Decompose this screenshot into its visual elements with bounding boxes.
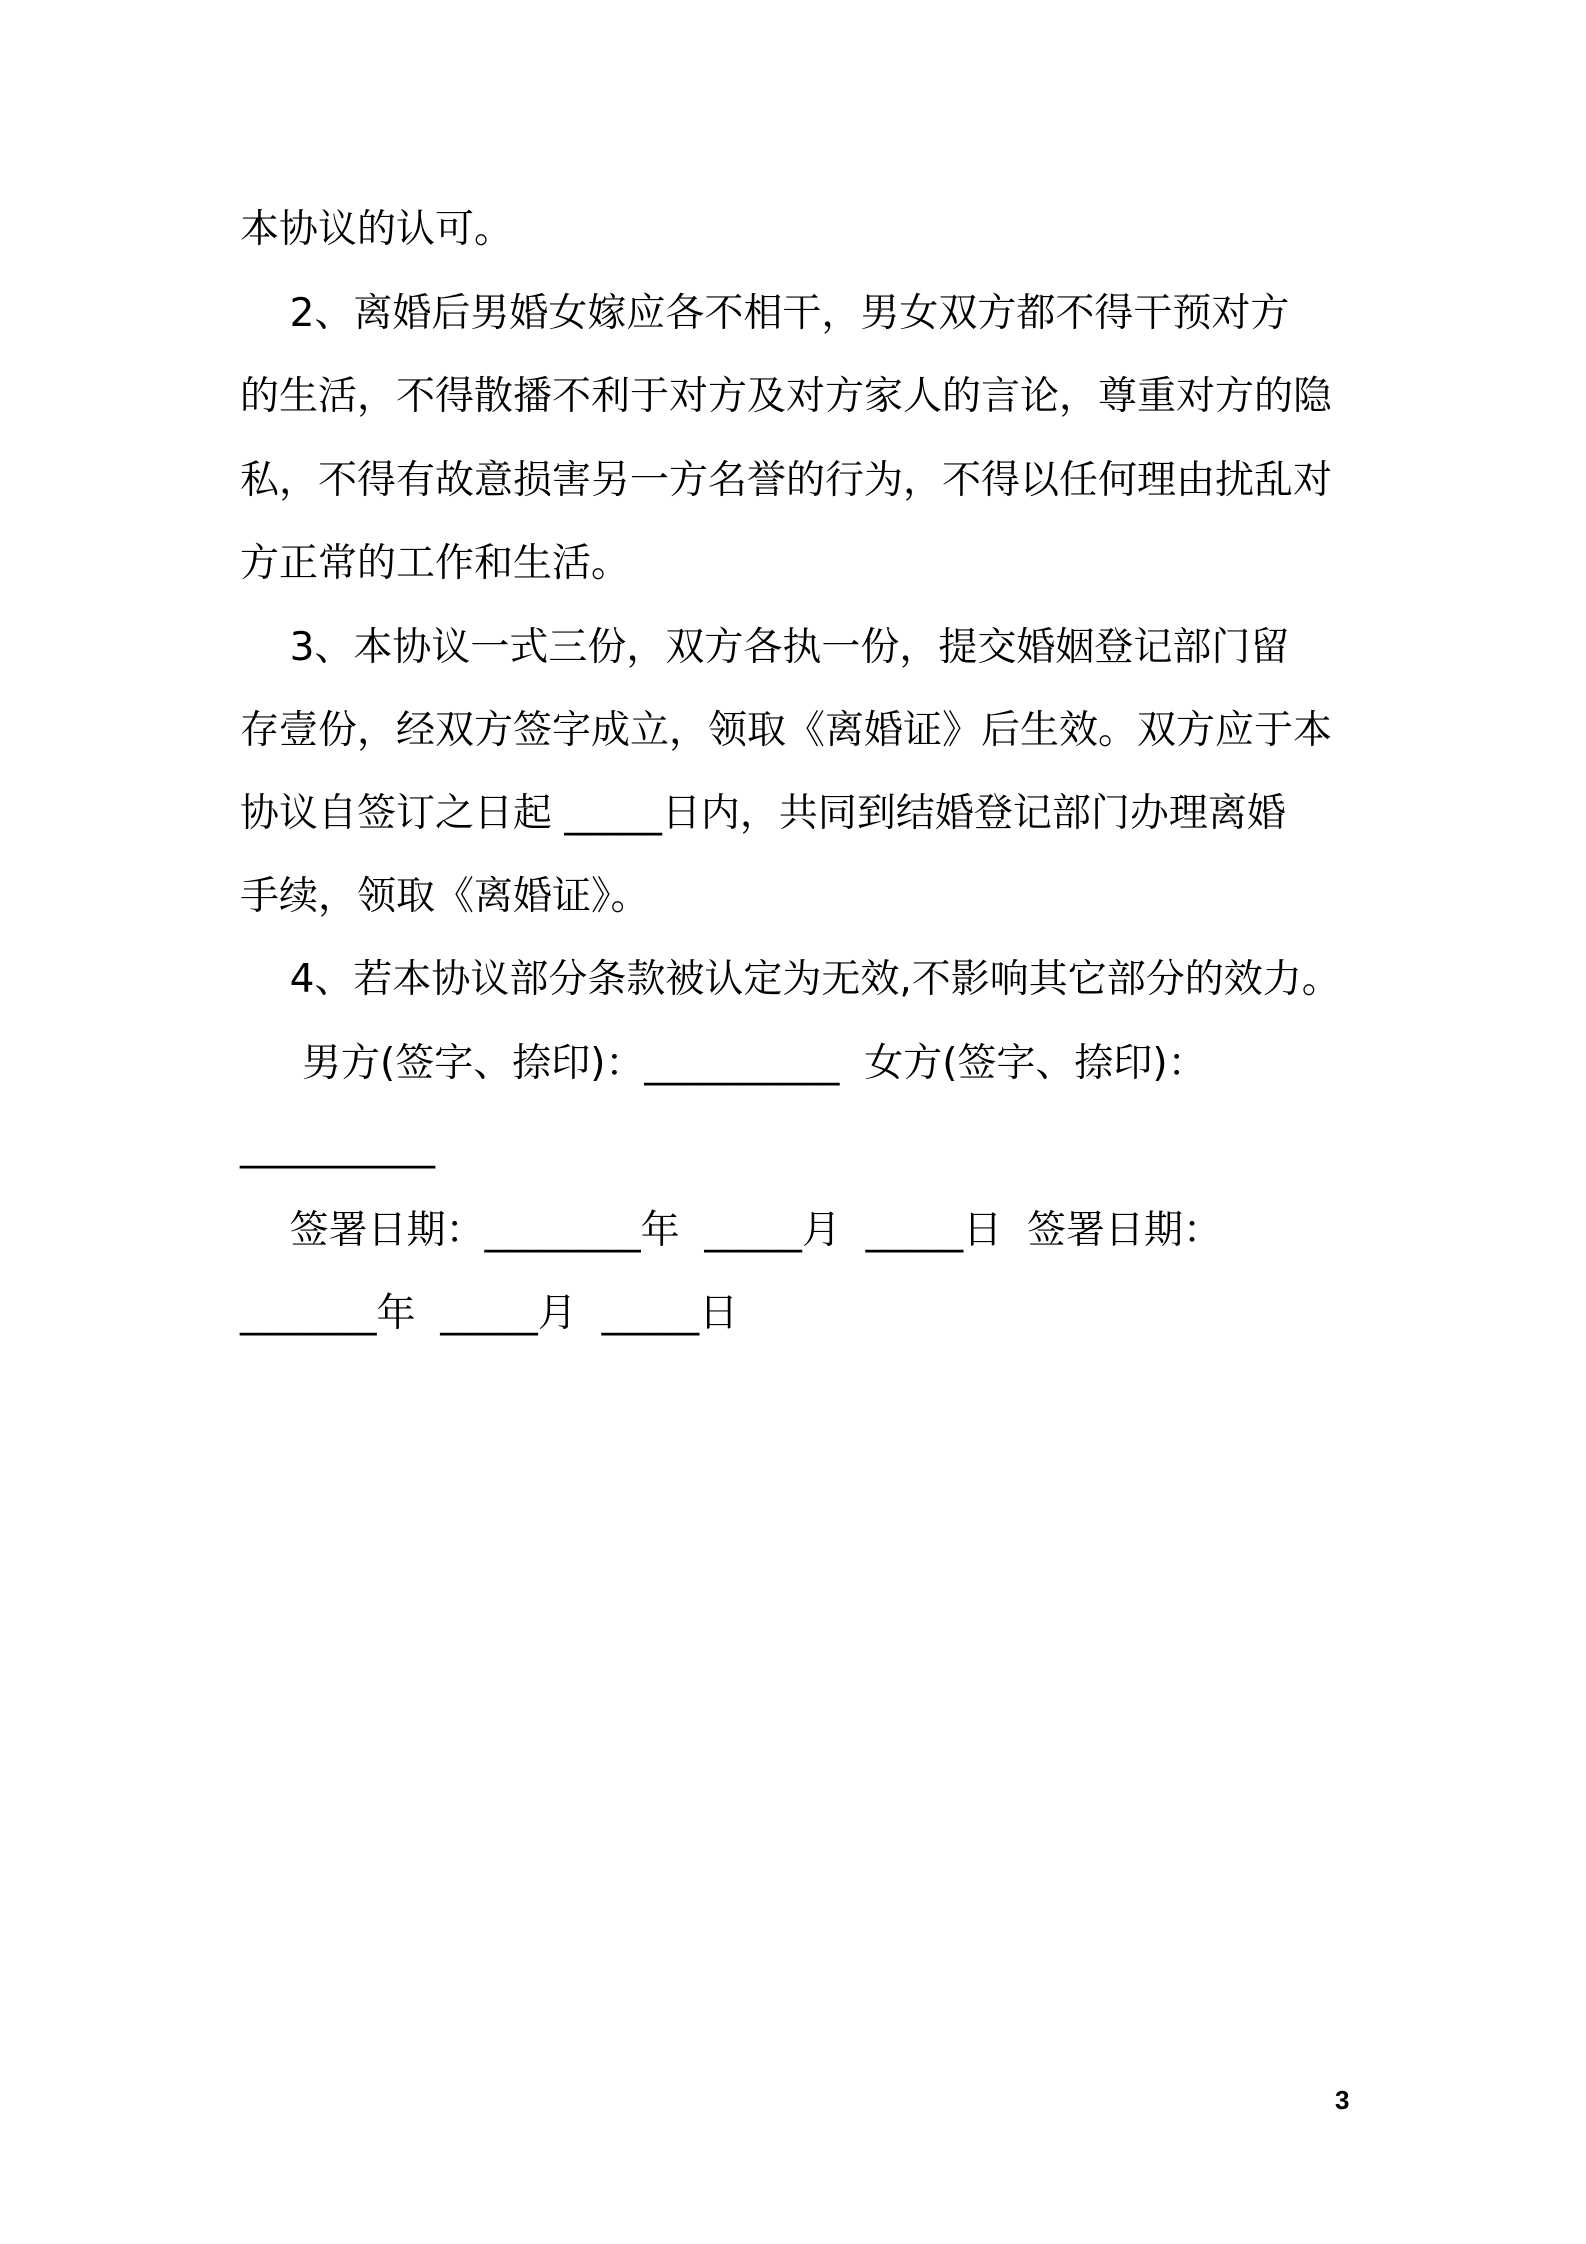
signature-line: 男方(签字、捺印)：__________ 女方(签字、捺印)： xyxy=(240,1041,1207,1086)
text-line: 存壹份，经双方签字成立，领取《离婚证》后生效。双方应于本 xyxy=(240,708,1333,753)
text-line: 协议自签订之日起 _____日内，共同到结婚登记部门办理离婚 xyxy=(240,791,1286,836)
page-number: 3 xyxy=(1335,2085,1350,2115)
text-line: 手续，领取《离婚证》。 xyxy=(240,874,650,919)
date-line: 签署日期：________年 _____月 _____日 签署日期： xyxy=(240,1208,1222,1253)
date-line: _______年 _____月 _____日 xyxy=(240,1291,739,1336)
text-line: 的生活，不得散播不利于对方及对方家人的言论，尊重对方的隐 xyxy=(240,374,1333,419)
text-line: 方正常的工作和生活。 xyxy=(240,541,631,586)
signature-blank: __________ xyxy=(240,1124,435,1169)
text-line: 本协议的认可。 xyxy=(240,207,514,252)
text-line: 私，不得有故意损害另一方名誉的行为，不得以任何理由扰乱对 xyxy=(240,458,1333,503)
text-line: 2、离婚后男婚女嫁应各不相干，男女双方都不得干预对方 xyxy=(240,291,1290,336)
text-line: 3、本协议一式三份，双方各执一份，提交婚姻登记部门留 xyxy=(240,625,1290,670)
text-line: 4、若本协议部分条款被认定为无效,不影响其它部分的效力。 xyxy=(240,957,1341,1002)
